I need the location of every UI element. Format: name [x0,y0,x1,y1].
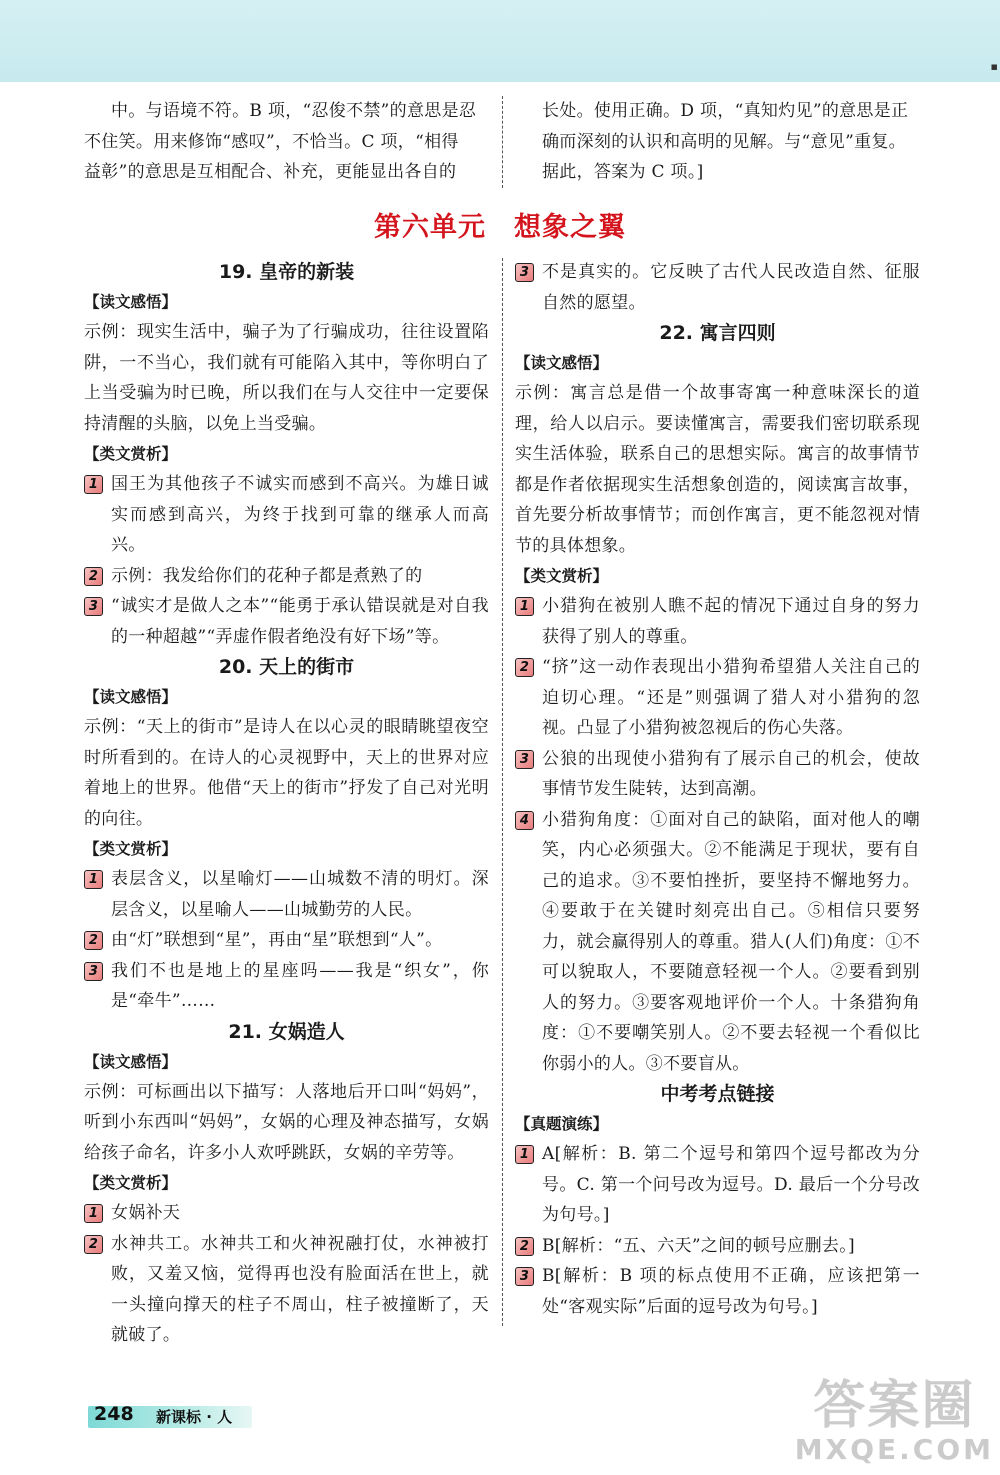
answer-item [515,744,920,805]
section-heading: 【真题演练】 [515,1115,609,1133]
number-badge: 3 [515,1267,534,1286]
number-badge: 2 [84,1235,103,1254]
article-title: 22. 寓言四则 [659,322,776,344]
watermark [795,1377,994,1465]
paragraph: 示例：“天上的街市”是诗人在以心灵的眼睛眺望夜空时所看到的。在诗人的心灵视野中，天上的世界对应着地上的世界。他借“天上的街市”抒发了自己对光明的向往。 [84,717,489,829]
top-right-continuation [515,96,920,188]
number-badge: 3 [84,597,103,616]
section-heading: 【读文感悟】 [515,354,609,372]
number-badge: 2 [515,1237,534,1256]
answer-item [84,956,489,1017]
section-heading: 【类文赏析】 [84,445,178,463]
unit-number: 第六单元 [374,212,486,243]
answer-item [515,805,920,1080]
answer-text: 表层含义，以星喻灯——山城数不清的明灯。深层含义，以星喻人——山城勤劳的人民。 [111,869,489,920]
answer-text: “诚实才是做人之本”“能勇于承认错误就是对自我的一种超越”“弄虚作假者绝没有好下场”等。 [111,596,489,647]
answer-text: 不是真实的。它反映了古代人民改造自然、征服自然的愿望。 [542,262,920,313]
answer-text: 国王为其他孩子不诚实而感到不高兴。为雄日诚实而感到高兴，为终于找到可靠的继承人而高兴。 [111,474,489,555]
number-badge: 4 [515,811,534,830]
answer-item [84,925,489,956]
answer-text: 由“灯”联想到“星”，再由“星”联想到“人”。 [111,930,443,950]
article-title: 20. 天上的街市 [218,656,355,678]
number-badge: 1 [515,597,534,616]
answer-text: 我们不也是地上的星座吗——我是“织女”，你是“牵牛”…… [111,960,489,1011]
answer-item [515,652,920,744]
answer-text: “挤”这一动作表现出小猎狗希望猎人关注自己的迫切心理。“还是”则强调了猎人对小猎狗的忽视。凸显了小猎狗被忽视后的伤心失落。 [542,657,920,738]
page-number: 248 [94,1403,134,1425]
section-heading: 【读文感悟】 [84,688,178,706]
answer-item [515,591,920,652]
exam-link-title: 中考考点链接 [660,1083,775,1105]
answer-item [84,591,489,652]
text-line: 益彰”的意思是互相配合、补充，更能显出各自的 [84,162,457,182]
number-badge: 1 [84,870,103,889]
section-heading: 【类文赏析】 [84,840,178,858]
top-left-continuation [84,96,489,188]
paragraph: 示例：寓言总是借一个故事寄寓一种意味深长的道理，给人以启示。要读懂寓言，需要我们密切联系现实生活体验，联系自己的思想实际。寓言的故事情节都是作者依据现实生活想象创造的，阅读寓言故事，首先要分析故事情节；而创作寓言，更不能忽视对情节的具体想象。 [515,383,920,556]
column-divider-top [502,96,503,188]
number-badge: 1 [84,1204,103,1223]
answer-item [515,1231,920,1262]
right-column [515,257,920,1322]
answer-item [84,1229,489,1351]
series-label: 新课标 · 人 [156,1408,233,1426]
number-badge: 2 [84,931,103,950]
number-badge: 3 [84,962,103,981]
section-heading: 【类文赏析】 [515,567,609,585]
text-line: 中。与语境不符。B 项，“忍俊不禁”的意思是忍 [111,101,477,121]
answer-text: 水神共工。水神共工和火神祝融打仗，水神被打败，又羞又恼，觉得再也没有脸面活在世上，就一头撞向撑天的柱子不周山，柱子被撞断了，天就破了。 [111,1233,489,1345]
answer-text: 小猎狗角度：①面对自己的缺陷，面对他人的嘲笑，内心必须强大。②不能满足于现状，要有自己的追求。③不要怕挫折，要坚持不懈地努力。④要敢于在关键时刻亮出自己。⑤相信只要努力，就会赢得别人的尊重。猎人(人们)角度：①不可以貌取人，不要随意轻视一个人。②要看到别人的努力。③要客观地评价一个人。十条猎狗角度：①不要嘲笑别人。②不要去轻视一个看似比你弱小的人。③不要盲从。 [542,809,920,1074]
answer-item [84,864,489,925]
answer-item [515,1261,920,1322]
answer-text: B[解析：B 项的标点使用不正确，应该把第一处“客观实际”后面的逗号改为句号。] [542,1266,920,1317]
section-heading: 【类文赏析】 [84,1174,178,1192]
unit-title [0,205,1000,244]
number-badge: 1 [515,1145,534,1164]
paragraph: 示例：可标画出以下描写：人落地后开口叫“妈妈”，听到小东西叫“妈妈”，女娲的心理及神态描写，女娲给孩子命名，许多小人欢呼跳跃，女娲的辛劳等。 [84,1081,489,1163]
article-title: 19. 皇帝的新装 [218,261,355,283]
answer-text: 公狼的出现使小猎狗有了展示自己的机会，使故事情节发生陡转，达到高潮。 [542,748,920,799]
text-line: 确而深刻的认识和高明的见解。与“意见”重复。 [542,131,906,152]
text-line: 不住笑。用来修饰“感叹”，不恰当。C 项，“相得 [84,131,459,152]
watermark-line: 答案圈 [813,1376,976,1436]
answer-item [84,469,489,561]
paragraph: 示例：现实生活中，骗子为了行骗成功，往往设置陷阱，一不当心，我们就有可能陷入其中，等你明白了上当受骗为时已晚，所以我们在与人交往中一定要保持清醒的头脑，以免上当受骗。 [84,322,489,434]
answer-text: 示例：我发给你们的花种子都是煮熟了的 [111,565,423,586]
section-heading: 【读文感悟】 [84,1052,178,1071]
number-badge: 3 [515,263,534,282]
answer-item [515,257,920,318]
watermark-line: MXQE.COM [794,1433,994,1466]
text-line: 据此，答案为 C 项。] [542,162,704,182]
number-badge: 3 [515,750,534,769]
number-badge: 1 [84,475,103,494]
unit-theme: 想象之翼 [514,212,626,243]
section-heading: 【读文感悟】 [84,293,178,311]
answer-text: B[解析：“五、六天”之间的顿号应删去。] [542,1235,855,1256]
left-column [84,257,489,1351]
answer-item [84,1198,489,1229]
article-title: 21. 女娲造人 [228,1020,345,1043]
edge-mark: ▪ [990,60,998,73]
text-line: 长处。使用正确。D 项，“真知灼见”的意思是正 [542,101,909,121]
answer-text: 女娲补天 [111,1203,181,1223]
answer-text: A[解析：B. 第二个逗号和第四个逗号都改为分号。C. 第一个问号改为逗号。D. 最后一个分号改为句号。] [542,1144,920,1225]
number-badge: 2 [515,658,534,677]
answer-item [84,561,489,592]
top-color-band [0,0,1000,82]
number-badge: 2 [84,567,103,586]
column-divider-main [502,258,503,1326]
answer-item [515,1139,920,1231]
answer-text: 小猎狗在被别人瞧不起的情况下通过自身的努力获得了别人的尊重。 [542,596,920,647]
